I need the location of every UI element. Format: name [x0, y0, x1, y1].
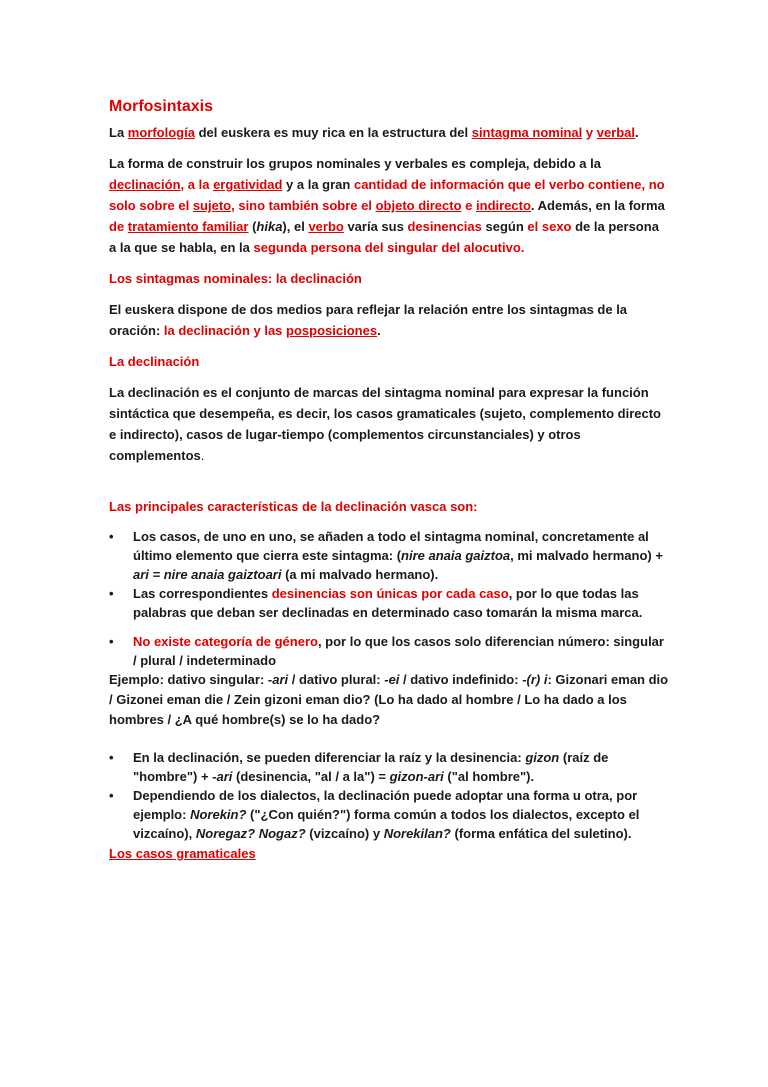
link-verbal[interactable]: verbal — [596, 125, 636, 140]
characteristics-list-2 — [109, 632, 669, 670]
text: Los casos, de uno en uno, se añaden a todo el sintagma nominal, concretamente al último elemento que cierra este sintagma: ( — [133, 529, 649, 563]
text: varía sus — [343, 219, 408, 234]
text: : Gizonari eman dio / Gizonei eman die / Zein gizoni eman dio? (Lo ha dado al hombre / Lo ha dado a los hombres / ¿A qué hombre(s) se lo ha dado? — [109, 672, 669, 727]
text: de la persona a la que se habla, en la — [109, 219, 659, 255]
text: ( — [248, 219, 257, 234]
section-heading-sintagmas: Los sintagmas nominales: la declinación — [109, 271, 362, 286]
text: , sino también sobre el — [231, 198, 376, 213]
list-item — [109, 527, 669, 584]
italic: Norekilan? — [383, 826, 451, 841]
text: ("al hombre"). — [443, 769, 535, 784]
page-title: Morfosintaxis — [109, 98, 214, 115]
text: / dativo indefinido: — [399, 672, 523, 687]
text: cantidad de información que el verbo contiene, no solo sobre el — [109, 177, 665, 213]
text: Las correspondientes — [133, 586, 272, 601]
text: La — [109, 125, 128, 140]
text: el sexo — [527, 219, 572, 234]
italic: Norekin? — [190, 807, 247, 822]
paragraph-declinacion — [109, 382, 669, 466]
text: y — [582, 125, 597, 140]
text: . — [520, 240, 525, 255]
text: , por lo que todas las palabras que deban ser declinadas en determinado caso tomarán la misma marca. — [133, 586, 643, 620]
link-sintagma-nominal[interactable]: sintagma nominal — [471, 125, 583, 140]
italic-hika: hika — [256, 219, 283, 234]
link-objeto-directo[interactable]: objeto directo — [375, 198, 462, 213]
text: (raíz de "hombre") + — [133, 750, 609, 784]
list-item — [109, 748, 669, 786]
section-heading-caracteristicas: Las principales características de la declinación vasca son: — [109, 499, 478, 514]
paragraph-forma-construir — [109, 153, 669, 258]
text: / dativo plural: — [288, 672, 385, 687]
italic: Noregaz? Nogaz? — [195, 826, 306, 841]
link-tratamiento-familiar[interactable]: tratamiento familiar — [127, 219, 249, 234]
link-ergatividad[interactable]: ergatividad — [213, 177, 283, 192]
text: e — [461, 198, 477, 213]
italic: -ari — [267, 672, 289, 687]
text: segunda persona del singular del alocutivo — [253, 240, 521, 255]
text: El euskera dispone de dos medios para reflejar la relación entre los sintagmas de la oración: — [109, 302, 628, 338]
text: No existe categoría de género — [133, 634, 318, 649]
bullet: • — [109, 529, 114, 544]
text: . — [200, 448, 205, 463]
text: desinencias — [407, 219, 482, 234]
text: según — [481, 219, 528, 234]
text: . Además, en la forma — [530, 198, 665, 213]
declension-list — [109, 748, 669, 843]
bullet: • — [109, 634, 114, 649]
text: y a la gran — [282, 177, 354, 192]
list-item — [109, 584, 669, 622]
italic: -ari — [212, 769, 233, 784]
section-heading-declinacion: La declinación — [109, 354, 200, 369]
text: , por lo que los casos solo diferencian número: singular / plural / indeterminado — [133, 634, 664, 668]
text: de — [109, 219, 128, 234]
list-item — [109, 786, 669, 843]
text: , mi malvado hermano) + — [510, 548, 663, 563]
text: (a mi malvado hermano). — [281, 567, 439, 582]
bullet: • — [109, 788, 114, 803]
characteristics-list — [109, 527, 669, 622]
text: (desinencia, "al / a la") = — [232, 769, 390, 784]
italic: -(r) i — [522, 672, 548, 687]
text: Dependiendo de los dialectos, la declinación puede adoptar una forma u otra, por ejemplo: — [133, 788, 638, 822]
italic: gizon — [525, 750, 560, 765]
link-morfologia[interactable]: morfología — [127, 125, 195, 140]
paragraph-morfologia — [109, 122, 669, 143]
text: ("¿Con quién?") forma común a todos los dialectos, excepto el vizcaíno), — [133, 807, 640, 841]
italic: nire anaia gaiztoa — [401, 548, 511, 563]
paragraph-medios — [109, 299, 669, 341]
text: (vizcaíno) y — [305, 826, 384, 841]
text: Ejemplo: dativo singular: — [109, 672, 268, 687]
document-body — [109, 98, 669, 864]
italic: ari = nire anaia gaiztoari — [133, 567, 282, 582]
link-declinacion[interactable]: declinación — [109, 177, 181, 192]
text: , a la — [180, 177, 214, 192]
text: La forma de construir los grupos nominales y verbales es compleja, debido a la — [109, 156, 601, 171]
bullet: • — [109, 750, 114, 765]
text: La declinación es el conjunto de marcas del sintagma nominal para expresar la función sintáctica que desempeña, es decir, los casos gramaticales (sujeto, complemento directo e indirecto), casos de lugar-tiempo (complementos circunstanciales) y otros complementos — [109, 385, 661, 463]
text: . — [377, 323, 381, 338]
text: . — [635, 125, 639, 140]
link-posposiciones[interactable]: posposiciones — [286, 323, 378, 338]
link-sujeto[interactable]: sujeto — [192, 198, 232, 213]
text: desinencias son únicas por cada caso — [271, 586, 509, 601]
text: la declinación y las — [163, 323, 287, 338]
italic: gizon-ari — [389, 769, 444, 784]
list-item — [109, 632, 669, 670]
italic: -ei — [384, 672, 400, 687]
link-indirecto[interactable]: indirecto — [476, 198, 531, 213]
text: (forma enfática del suletino). — [450, 826, 632, 841]
bullet: • — [109, 586, 114, 601]
section-heading-casos: Los casos gramaticales — [109, 846, 256, 861]
link-verbo[interactable]: verbo — [308, 219, 344, 234]
paragraph-ejemplo — [109, 670, 669, 730]
text: ), el — [282, 219, 309, 234]
text: En la declinación, se pueden diferenciar la raíz y la desinencia: — [133, 750, 526, 765]
text: del euskera es muy rica en la estructura del — [194, 125, 472, 140]
